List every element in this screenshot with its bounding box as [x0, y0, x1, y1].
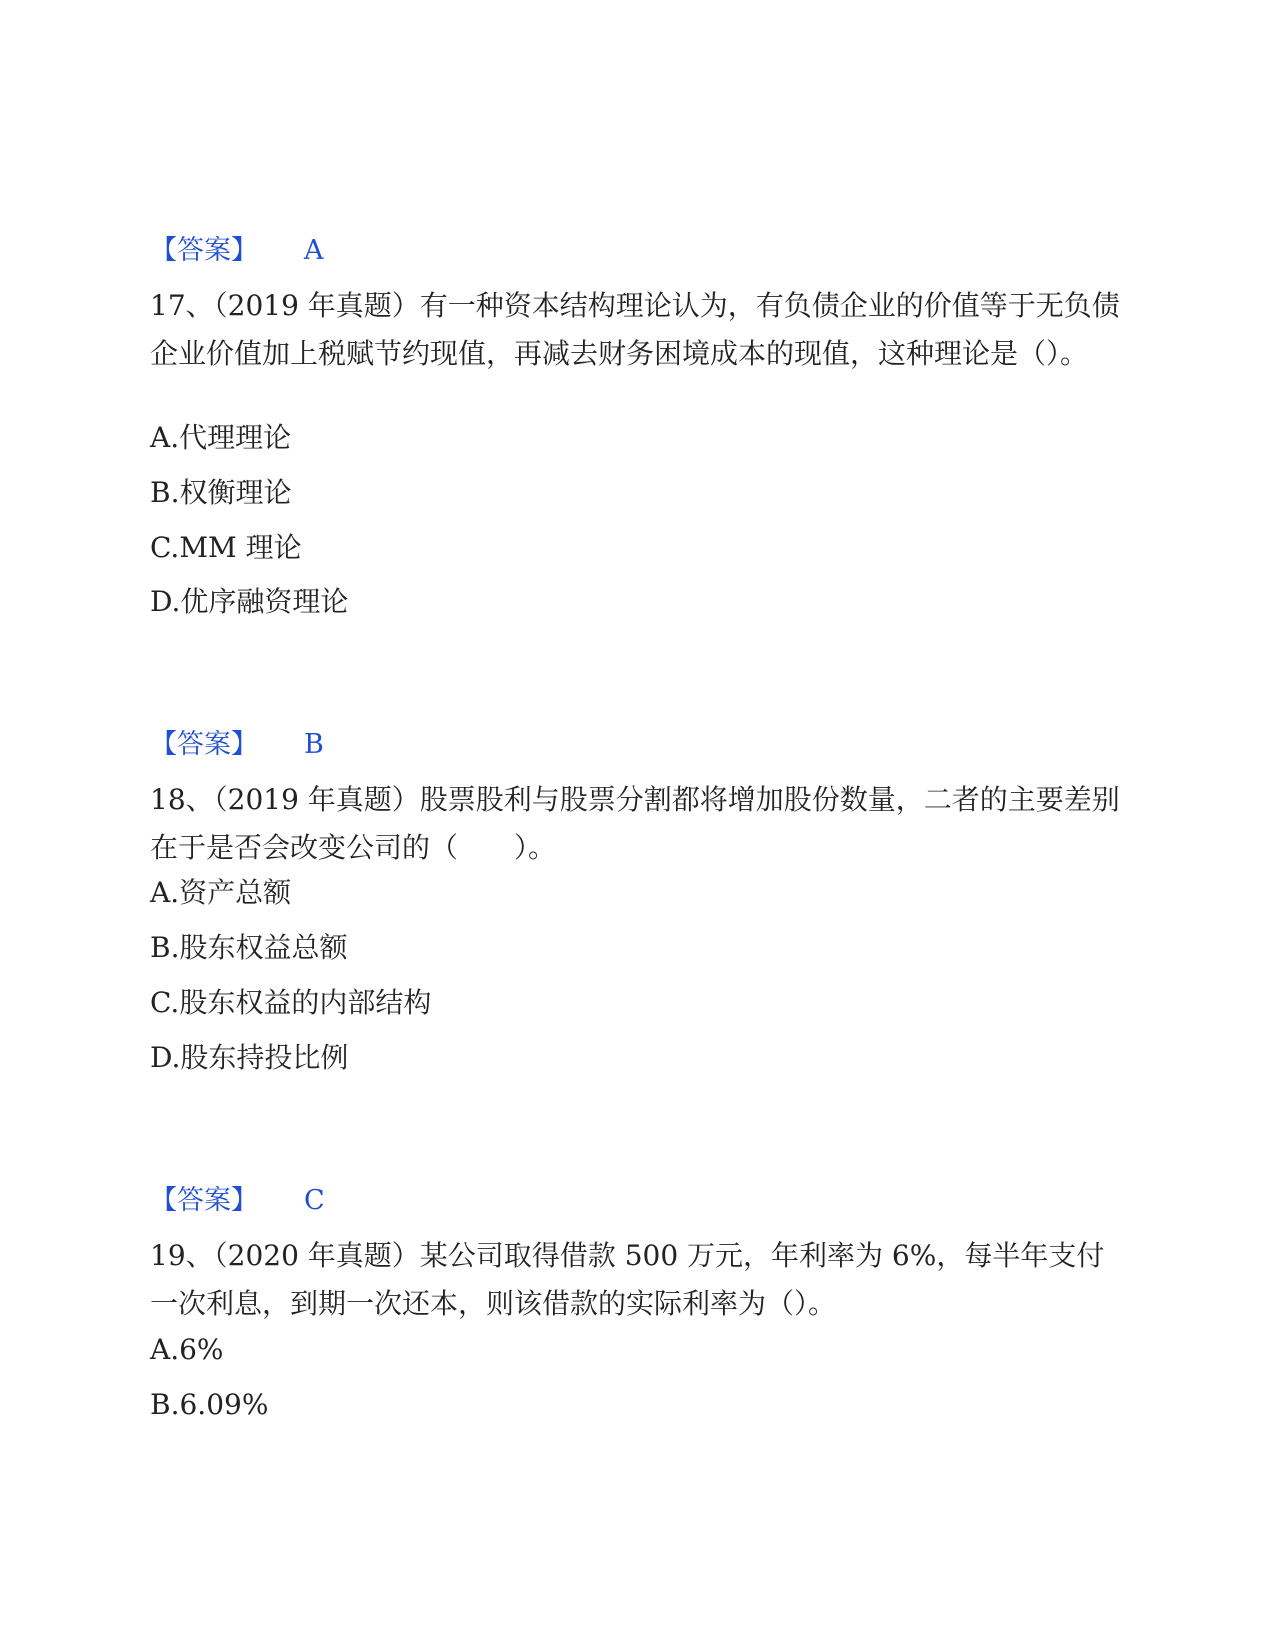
question-text: 17、（2019 年真题）有一种资本结构理论认为，有负债企业的价值等于无负债企业价值加上税赋节约现值，再减去财务困境成本的现值，这种理论是（）。	[150, 289, 1120, 370]
answer-letter: C	[304, 1185, 325, 1216]
option-b: B.股东权益总额	[150, 931, 348, 964]
option-a: A.代理理论	[150, 421, 292, 454]
answer-tag: 【答案】	[150, 235, 258, 266]
answer-line	[150, 728, 324, 762]
answer-tag: 【答案】	[150, 729, 258, 760]
answer-tag: 【答案】	[150, 1185, 258, 1216]
option-b: B.6.09%	[150, 1388, 269, 1421]
option-a: A.资产总额	[150, 876, 292, 909]
option-a: A.6%	[150, 1333, 224, 1366]
answer-letter: A	[304, 235, 324, 266]
question-text: 18、（2019 年真题）股票股利与股票分割都将增加股份数量，二者的主要差别在于是否会改变公司的（ ）。	[150, 783, 1120, 864]
option-b: B.权衡理论	[150, 476, 292, 509]
answer-line	[150, 1184, 325, 1218]
option-d: D.股东持投比例	[150, 1041, 349, 1074]
question-text: 19、（2020 年真题）某公司取得借款 500 万元，年利率为 6%，每半年支付一次利息，到期一次还本，则该借款的实际利率为（）。	[150, 1239, 1105, 1320]
answer-line	[150, 234, 324, 268]
option-c: C.MM 理论	[150, 531, 302, 564]
answer-letter: B	[304, 729, 324, 760]
option-d: D.优序融资理论	[150, 585, 349, 618]
option-c: C.股东权益的内部结构	[150, 986, 432, 1019]
